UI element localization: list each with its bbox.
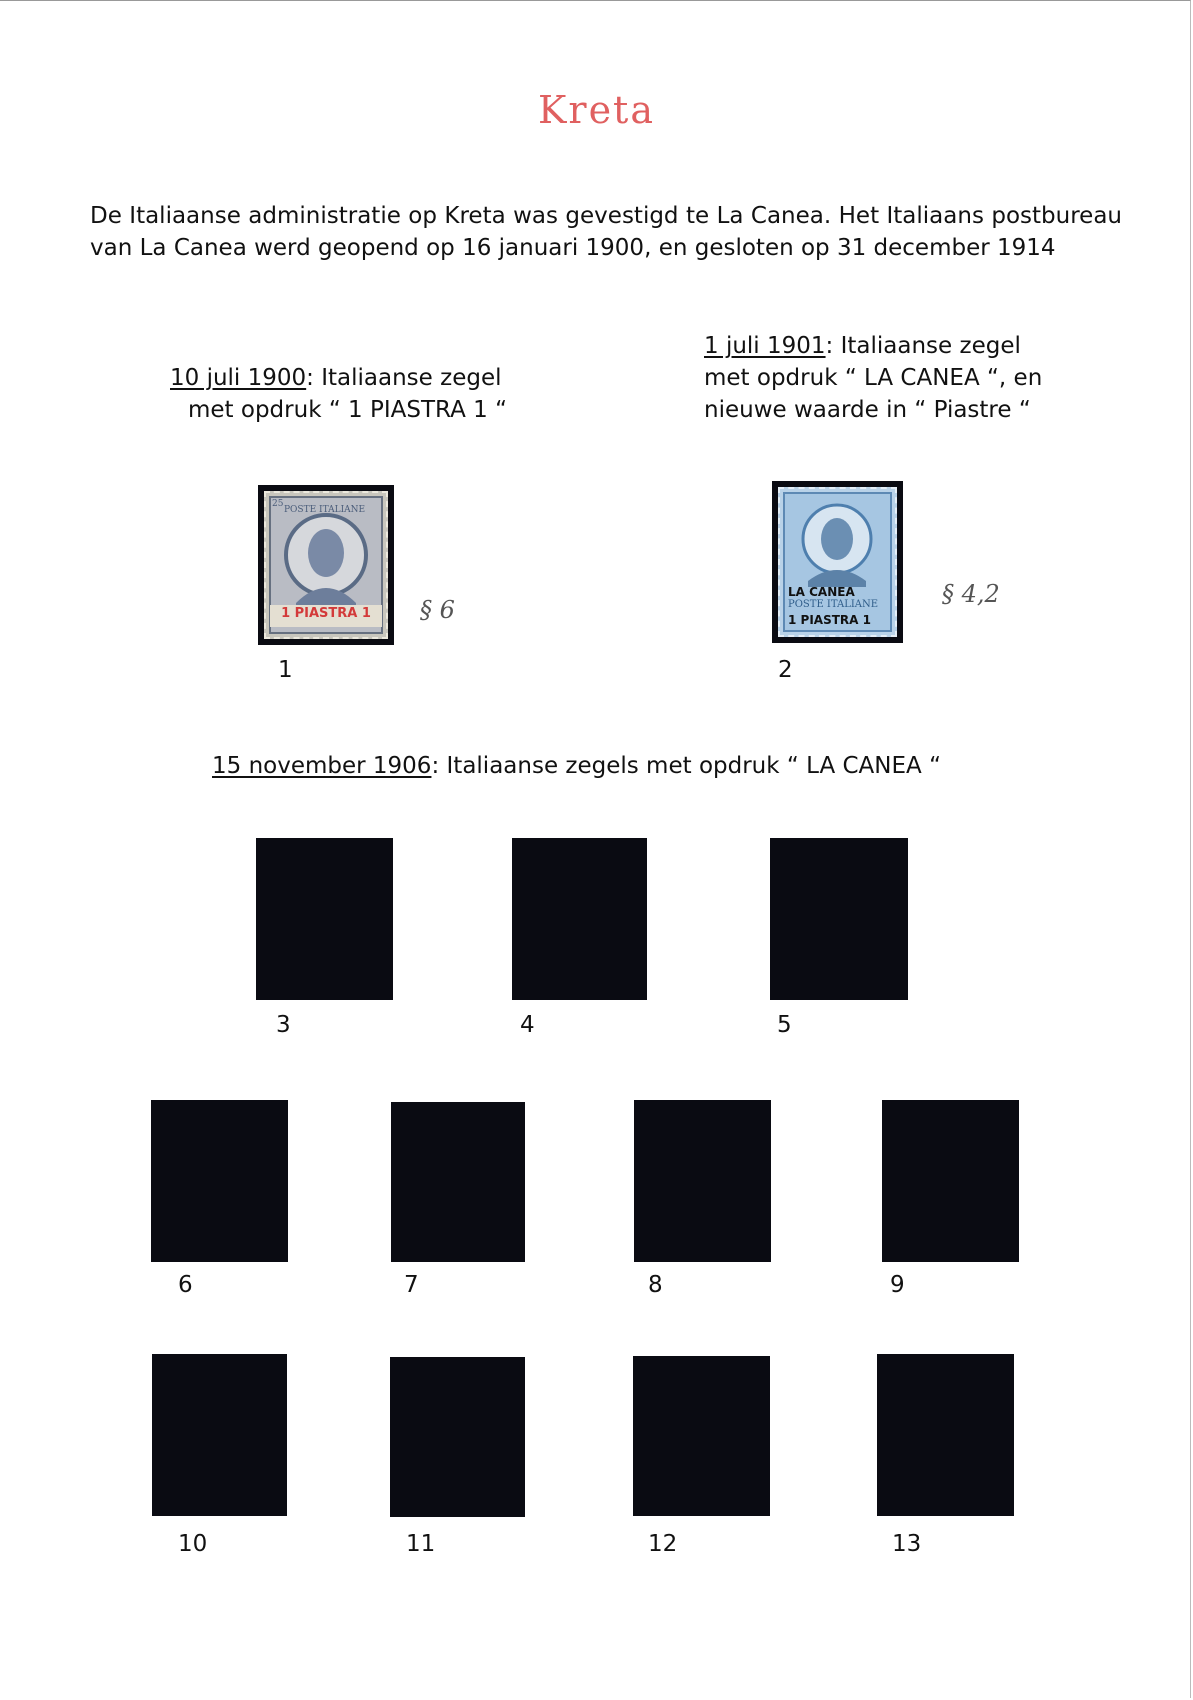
mount-number-10: 10 — [178, 1531, 208, 1557]
empty-mount-3 — [256, 838, 393, 1000]
section3-caption — [212, 750, 1112, 782]
mount-number-12: 12 — [648, 1531, 678, 1557]
empty-mount-8 — [634, 1100, 771, 1262]
section2-line3: nieuwe waarde in “ Piastre “ — [704, 397, 1031, 423]
stamp-2-overprint-2: 1 PIASTRA 1 — [788, 613, 871, 627]
section2-caption — [704, 330, 1084, 426]
stamp-2-number: 2 — [778, 657, 793, 683]
section1-line2: met opdruk “ 1 PIASTRA 1 “ — [188, 397, 507, 423]
empty-mount-4 — [512, 838, 647, 1000]
stamp-2-image — [778, 487, 897, 637]
section3-rest: : Italiaanse zegels met opdruk “ LA CANEA “ — [431, 753, 941, 779]
mount-number-11: 11 — [406, 1531, 436, 1557]
section2-date: 1 juli 1901 — [704, 333, 826, 359]
section2-line1-rest: : Italiaanse zegel — [825, 333, 1021, 359]
stamp-2-overprint-1: LA CANEA — [788, 585, 855, 599]
stamp-2 — [772, 481, 903, 643]
section1-line1-rest: : Italiaanse zegel — [306, 365, 502, 391]
mount-number-4: 4 — [520, 1012, 535, 1038]
stamp-1-value: 25 — [272, 499, 284, 509]
mount-number-3: 3 — [276, 1012, 291, 1038]
stamp-2-note: § 4,2 — [942, 580, 1000, 608]
mount-number-8: 8 — [648, 1272, 663, 1298]
empty-mount-9 — [882, 1100, 1019, 1262]
mount-number-5: 5 — [777, 1012, 792, 1038]
empty-mount-11 — [390, 1357, 525, 1517]
stamp-1-number: 1 — [278, 657, 293, 683]
stamp-1 — [258, 485, 394, 645]
empty-mount-10 — [152, 1354, 287, 1516]
section2-line2: met opdruk “ LA CANEA “, en — [704, 365, 1043, 391]
empty-mount-7 — [391, 1102, 525, 1262]
empty-mount-13 — [877, 1354, 1014, 1516]
stamp-1-header: POSTE ITALIANE — [284, 505, 366, 515]
mount-number-6: 6 — [178, 1272, 193, 1298]
section3-date: 15 november 1906 — [212, 753, 432, 779]
empty-mount-5 — [770, 838, 908, 1000]
page-title: Kreta — [538, 88, 655, 132]
mount-number-7: 7 — [404, 1272, 419, 1298]
intro-paragraph: De Italiaanse administratie op Kreta was gevestigd te La Canea. Het Italiaans postbureau van La Canea werd geopend op 16 januari 1900, en gesloten op 31 december 1914 — [90, 203, 1122, 261]
section1-caption — [170, 362, 590, 426]
stamp-1-overprint: 1 PIASTRA 1 — [281, 606, 371, 621]
section1-date: 10 juli 1900 — [170, 365, 307, 391]
empty-mount-6 — [151, 1100, 288, 1262]
section1-line1 — [170, 362, 590, 394]
mount-number-9: 9 — [890, 1272, 905, 1298]
mount-number-13: 13 — [892, 1531, 922, 1557]
section2-line1 — [704, 330, 1084, 362]
stamp-2-header: POSTE ITALIANE — [788, 599, 879, 610]
stamp-1-image — [264, 491, 388, 639]
empty-mount-12 — [633, 1356, 770, 1516]
stamp-1-note: § 6 — [420, 596, 455, 624]
